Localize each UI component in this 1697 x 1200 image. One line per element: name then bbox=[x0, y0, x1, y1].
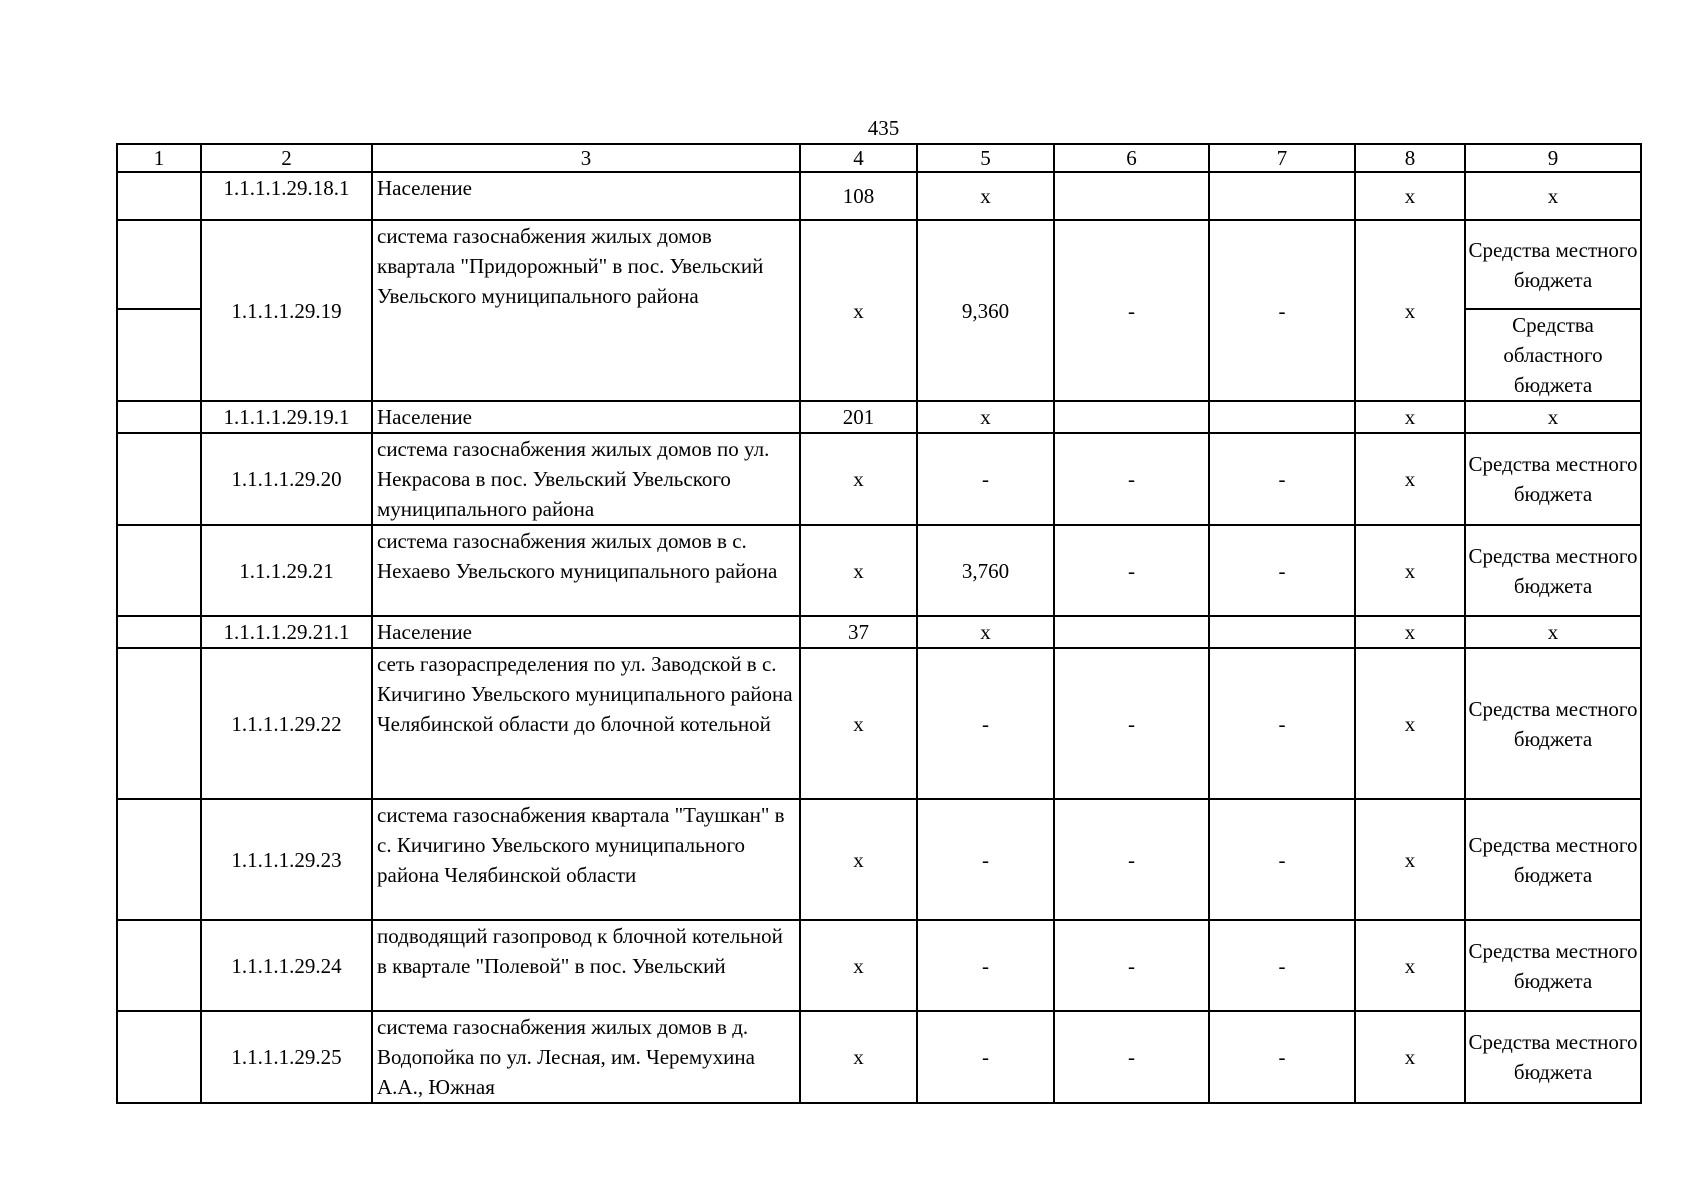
cell-col7: - bbox=[1209, 220, 1355, 401]
cell-funding-source: Средства местного бюджета bbox=[1465, 1011, 1641, 1103]
cell-col6: - bbox=[1054, 525, 1209, 616]
cell-funding-source: Средства местного бюджета bbox=[1465, 220, 1641, 309]
cell-description: Население bbox=[372, 616, 800, 648]
column-header: 1 bbox=[117, 144, 201, 172]
table-row bbox=[117, 220, 1641, 309]
cell-col8: х bbox=[1355, 401, 1465, 433]
cell-funding-source: Средства местного бюджета bbox=[1465, 648, 1641, 799]
cell-col5: - bbox=[917, 433, 1054, 525]
cell-col5: 9,360 bbox=[917, 220, 1054, 401]
cell-col8: х bbox=[1355, 920, 1465, 1011]
cell-col7 bbox=[1209, 172, 1355, 220]
cell-col9: х bbox=[1465, 172, 1641, 220]
cell-funding-source: Средства областного бюджета bbox=[1465, 309, 1641, 401]
cell-description: система газоснабжения квартала "Таушкан" в с. Кичигино Увельского муниципального района Челябинской области bbox=[372, 799, 800, 920]
cell-col4: х bbox=[800, 220, 917, 401]
table-row bbox=[117, 433, 1641, 525]
budget-table bbox=[116, 143, 1642, 1104]
cell-col4: х bbox=[800, 648, 917, 799]
column-header: 9 bbox=[1465, 144, 1641, 172]
cell-code: 1.1.1.1.29.23 bbox=[201, 799, 372, 920]
cell-funding-source: Средства местного бюджета bbox=[1465, 799, 1641, 920]
cell-col8: х bbox=[1355, 433, 1465, 525]
table-row bbox=[117, 920, 1641, 1011]
cell-col4: 201 bbox=[800, 401, 917, 433]
column-header: 2 bbox=[201, 144, 372, 172]
cell-col5: - bbox=[917, 920, 1054, 1011]
cell-code: 1.1.1.1.29.19.1 bbox=[201, 401, 372, 433]
cell-col5: - bbox=[917, 1011, 1054, 1103]
cell-col7: - bbox=[1209, 433, 1355, 525]
cell-description: Население bbox=[372, 401, 800, 433]
cell-description: система газоснабжения жилых домов по ул. Некрасова в пос. Увельский Увельского муниципального района bbox=[372, 433, 800, 525]
cell-col7 bbox=[1209, 616, 1355, 648]
page-number: 435 bbox=[867, 116, 900, 140]
cell-col1 bbox=[117, 525, 201, 616]
cell-code: 1.1.1.1.29.18.1 bbox=[201, 172, 372, 220]
cell-col7: - bbox=[1209, 920, 1355, 1011]
cell-funding-source: Средства местного бюджета bbox=[1465, 525, 1641, 616]
cell-col4: 37 bbox=[800, 616, 917, 648]
table-row bbox=[117, 401, 1641, 433]
cell-col6: - bbox=[1054, 1011, 1209, 1103]
cell-col7: - bbox=[1209, 1011, 1355, 1103]
cell-col4: х bbox=[800, 799, 917, 920]
cell-col5: - bbox=[917, 648, 1054, 799]
cell-col4: х bbox=[800, 1011, 917, 1103]
cell-col5: х bbox=[917, 401, 1054, 433]
column-header: 4 bbox=[800, 144, 917, 172]
cell-col6 bbox=[1054, 616, 1209, 648]
cell-col8: х bbox=[1355, 648, 1465, 799]
cell-description: система газоснабжения жилых домов квартала "Придорожный" в пос. Увельский Увельского муниципального района bbox=[372, 220, 800, 401]
cell-funding-source: Средства местного бюджета bbox=[1465, 920, 1641, 1011]
cell-col8: х bbox=[1355, 616, 1465, 648]
cell-col6 bbox=[1054, 172, 1209, 220]
cell-code: 1.1.1.29.21 bbox=[201, 525, 372, 616]
cell-col1 bbox=[117, 616, 201, 648]
table-row bbox=[117, 172, 1641, 220]
cell-col7: - bbox=[1209, 525, 1355, 616]
cell-code: 1.1.1.1.29.24 bbox=[201, 920, 372, 1011]
cell-col6 bbox=[1054, 401, 1209, 433]
cell-col1 bbox=[117, 401, 201, 433]
cell-code: 1.1.1.1.29.20 bbox=[201, 433, 372, 525]
cell-description: сеть газораспределения по ул. Заводской в с. Кичигино Увельского муниципального района Челябинской области до блочной котельной bbox=[372, 648, 800, 799]
cell-description: Население bbox=[372, 172, 800, 220]
cell-col1 bbox=[117, 1011, 201, 1103]
cell-col9: х bbox=[1465, 616, 1641, 648]
cell-description: подводящий газопровод к блочной котельной в квартале "Полевой" в пос. Увельский bbox=[372, 920, 800, 1011]
column-header: 8 bbox=[1355, 144, 1465, 172]
column-header: 5 bbox=[917, 144, 1054, 172]
cell-col5: - bbox=[917, 799, 1054, 920]
cell-col1 bbox=[117, 648, 201, 799]
cell-col4: 108 bbox=[800, 172, 917, 220]
cell-col8: х bbox=[1355, 799, 1465, 920]
cell-col4: х bbox=[800, 525, 917, 616]
cell-code: 1.1.1.1.29.21.1 bbox=[201, 616, 372, 648]
cell-col1 bbox=[117, 433, 201, 525]
cell-code: 1.1.1.1.29.22 bbox=[201, 648, 372, 799]
cell-col1 bbox=[117, 799, 201, 920]
cell-col8: х bbox=[1355, 525, 1465, 616]
cell-col6: - bbox=[1054, 433, 1209, 525]
cell-col4: х bbox=[800, 433, 917, 525]
cell-col5: х bbox=[917, 172, 1054, 220]
cell-col4: х bbox=[800, 920, 917, 1011]
cell-col1 bbox=[117, 309, 201, 401]
table-row bbox=[117, 616, 1641, 648]
cell-col7 bbox=[1209, 401, 1355, 433]
cell-col1 bbox=[117, 220, 201, 309]
cell-col6: - bbox=[1054, 220, 1209, 401]
cell-col6: - bbox=[1054, 799, 1209, 920]
column-header: 3 bbox=[372, 144, 800, 172]
table-row bbox=[117, 799, 1641, 920]
cell-code: 1.1.1.1.29.25 bbox=[201, 1011, 372, 1103]
table-row bbox=[117, 525, 1641, 616]
cell-col1 bbox=[117, 920, 201, 1011]
cell-col8: х bbox=[1355, 220, 1465, 401]
cell-col7: - bbox=[1209, 799, 1355, 920]
cell-code: 1.1.1.1.29.19 bbox=[201, 220, 372, 401]
cell-col8: х bbox=[1355, 1011, 1465, 1103]
cell-col9: х bbox=[1465, 401, 1641, 433]
cell-col6: - bbox=[1054, 920, 1209, 1011]
column-header-row bbox=[117, 144, 1641, 172]
cell-col6: - bbox=[1054, 648, 1209, 799]
cell-description: система газоснабжения жилых домов в д. Водопойка по ул. Лесная, им. Черемухина А.А., Южная bbox=[372, 1011, 800, 1103]
table-row bbox=[117, 1011, 1641, 1103]
cell-col5: х bbox=[917, 616, 1054, 648]
cell-funding-source: Средства местного бюджета bbox=[1465, 433, 1641, 525]
cell-col1 bbox=[117, 172, 201, 220]
cell-description: система газоснабжения жилых домов в с. Нехаево Увельского муниципального района bbox=[372, 525, 800, 616]
column-header: 7 bbox=[1209, 144, 1355, 172]
cell-col7: - bbox=[1209, 648, 1355, 799]
cell-col8: х bbox=[1355, 172, 1465, 220]
column-header: 6 bbox=[1054, 144, 1209, 172]
cell-col5: 3,760 bbox=[917, 525, 1054, 616]
table-row bbox=[117, 648, 1641, 799]
